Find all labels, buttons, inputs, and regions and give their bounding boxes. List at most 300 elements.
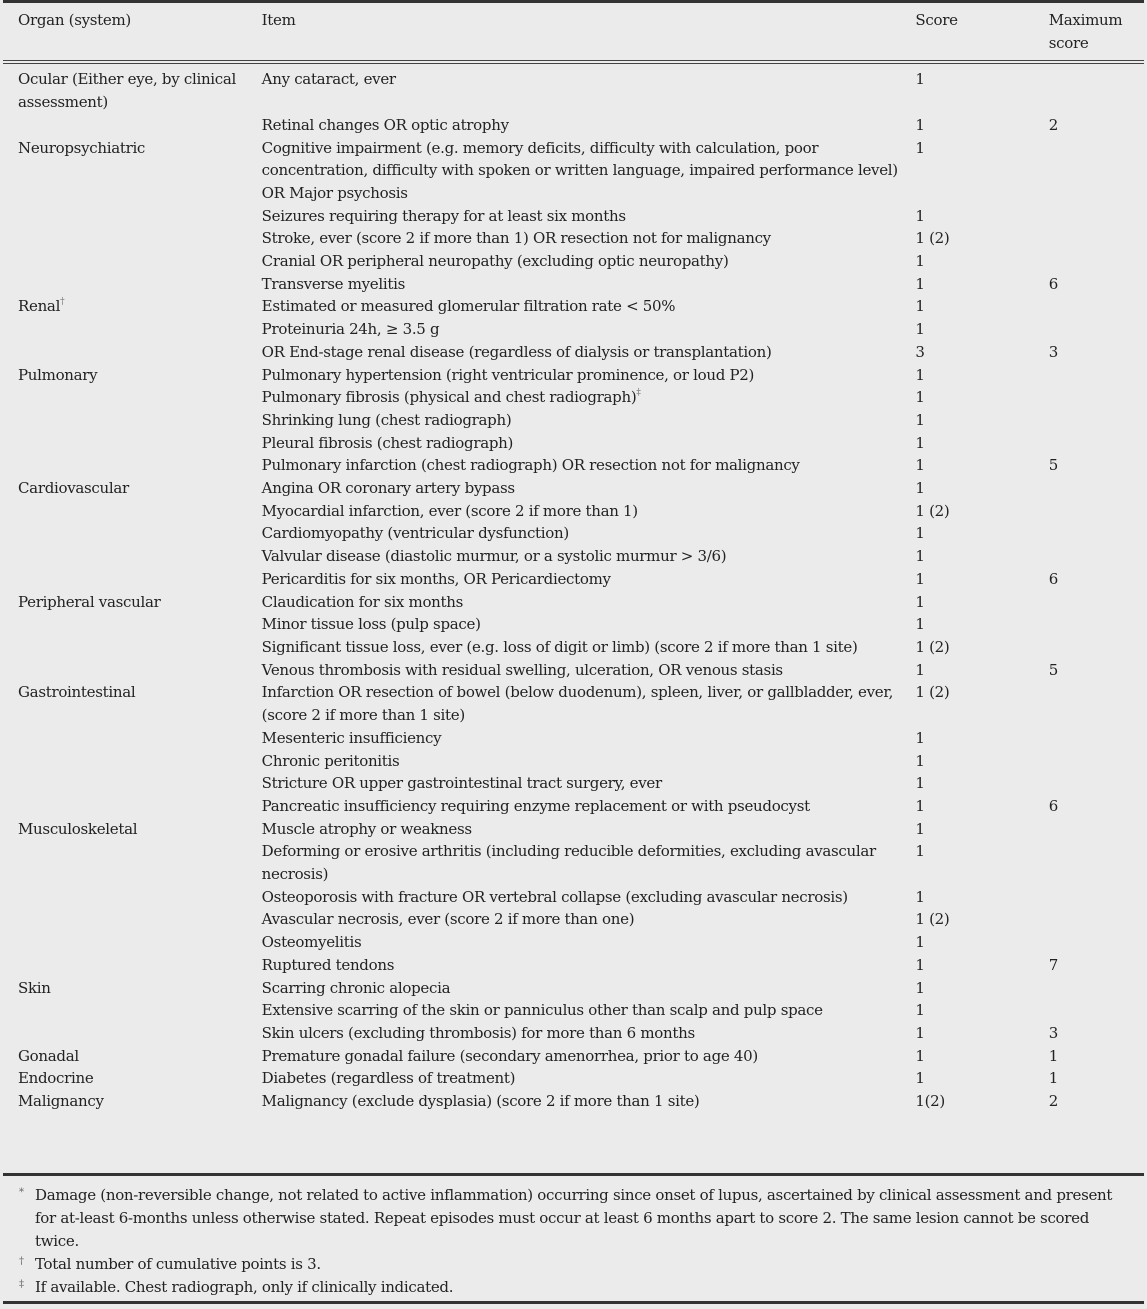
item-cell — [262, 568, 916, 591]
score-cell-text: 1 — [915, 252, 925, 271]
item-cell — [262, 908, 916, 931]
score-cell — [915, 977, 1048, 1000]
organ-cell — [3, 409, 262, 432]
item-cell — [262, 137, 916, 205]
max-score-cell — [1049, 522, 1144, 545]
item-cell-text: Significant tissue loss, ever (e.g. loss of digit or limb) (score 2 if more than 1 site) — [261, 637, 858, 656]
score-cell-text: 1 — [915, 1046, 925, 1065]
score-cell — [915, 954, 1048, 977]
item-cell-text: Pancreatic insufficiency requiring enzyme replacement or with pseudocyst — [261, 796, 810, 815]
footnote — [19, 1184, 1132, 1253]
score-cell-text: 1 — [915, 728, 925, 747]
score-cell — [915, 62, 1048, 113]
table-row — [3, 432, 1144, 455]
item-cell-text: Pulmonary infarction (chest radiograph) OR resection not for malignancy — [261, 456, 800, 475]
item-cell-text: Seizures requiring therapy for at least six months — [261, 206, 626, 225]
table-row — [3, 636, 1144, 659]
organ-cell-text: Endocrine — [18, 1069, 94, 1088]
footnote-mark: † — [19, 1256, 24, 1267]
header-max-score: Maximum score — [1048, 11, 1123, 52]
table-row — [3, 818, 1144, 841]
score-cell — [915, 500, 1048, 523]
score-cell — [915, 432, 1048, 455]
item-cell — [262, 250, 916, 273]
score-cell-text: 1 — [915, 388, 925, 407]
organ-cell — [3, 659, 262, 682]
item-cell — [262, 273, 916, 296]
max-score-cell-text: 2 — [1048, 115, 1058, 134]
item-cell-text: Malignancy (exclude dysplasia) (score 2 if more than 1 site) — [261, 1092, 700, 1111]
score-cell-text: 1 — [915, 751, 925, 770]
score-cell-text: 1 — [915, 365, 925, 384]
organ-cell — [3, 750, 262, 773]
max-score-cell — [1049, 613, 1144, 636]
score-cell-text: 1 — [915, 1069, 925, 1088]
table-row — [3, 545, 1144, 568]
score-cell-text: 1 — [915, 615, 925, 634]
item-cell-text: Shrinking lung (chest radiograph) — [261, 410, 512, 429]
max-score-cell-text: 3 — [1048, 1023, 1058, 1042]
item-cell — [262, 1022, 916, 1045]
score-cell — [915, 522, 1048, 545]
item-cell — [262, 795, 916, 818]
footnotes — [3, 1173, 1144, 1299]
organ-cell — [3, 227, 262, 250]
score-cell — [915, 1067, 1048, 1090]
score-cell-text: 1 — [915, 433, 925, 452]
score-cell-text: 1 — [915, 547, 925, 566]
organ-cell — [3, 137, 262, 205]
score-cell — [915, 250, 1048, 273]
item-cell-text: Any cataract, ever — [261, 70, 396, 89]
item-cell — [262, 1067, 916, 1090]
organ-cell — [3, 1022, 262, 1045]
item-cell — [262, 62, 916, 113]
table-row — [3, 613, 1144, 636]
score-cell-text: 1 — [915, 819, 925, 838]
item-cell — [262, 477, 916, 500]
item-cell-text: Claudication for six months — [261, 592, 464, 611]
score-cell-text: 1 — [915, 592, 925, 611]
score-cell-text: 1 — [915, 933, 925, 952]
score-cell-text: 1 — [915, 887, 925, 906]
max-score-cell — [1049, 295, 1144, 318]
score-cell — [915, 1045, 1048, 1068]
table-row — [3, 500, 1144, 523]
score-cell-text: 1 — [915, 479, 925, 498]
table-row — [3, 727, 1144, 750]
score-cell — [915, 227, 1048, 250]
score-cell — [915, 137, 1048, 205]
table-row — [3, 62, 1144, 113]
organ-cell — [3, 681, 262, 726]
score-cell — [915, 1090, 1048, 1118]
score-cell-text: 1 — [915, 569, 925, 588]
item-cell-text: Minor tissue loss (pulp space) — [261, 615, 481, 634]
max-score-cell — [1049, 205, 1144, 228]
table-row — [3, 522, 1144, 545]
footnote-mark: ‡ — [19, 1279, 24, 1290]
max-score-cell — [1049, 886, 1144, 909]
item-cell — [262, 454, 916, 477]
item-cell — [262, 522, 916, 545]
max-score-cell — [1049, 954, 1144, 977]
item-cell — [262, 681, 916, 726]
table-row — [3, 795, 1144, 818]
table-row — [3, 591, 1144, 614]
score-cell — [915, 295, 1048, 318]
item-cell-text: Angina OR coronary artery bypass — [261, 479, 515, 498]
table-row — [3, 772, 1144, 795]
table-row — [3, 137, 1144, 205]
max-score-cell — [1049, 908, 1144, 931]
item-cell-text: Extensive scarring of the skin or panniculus other than scalp and pulp space — [261, 1001, 823, 1020]
item-cell-text: Transverse myelitis — [261, 274, 406, 293]
score-cell — [915, 795, 1048, 818]
organ-cell — [3, 295, 262, 318]
score-cell-text: 1 — [915, 274, 925, 293]
organ-cell — [3, 908, 262, 931]
item-cell-text: Pleural fibrosis (chest radiograph) — [261, 433, 514, 452]
organ-cell — [3, 250, 262, 273]
max-score-cell — [1049, 681, 1144, 726]
item-cell — [262, 999, 916, 1022]
table-row — [3, 227, 1144, 250]
organ-cell-text: Gastrointestinal — [18, 683, 136, 702]
item-cell-text: Estimated or measured glomerular filtration rate < 50% — [261, 297, 676, 316]
item-cell — [262, 1090, 916, 1118]
table-row — [3, 454, 1144, 477]
item-cell — [262, 1045, 916, 1068]
max-score-cell-text: 5 — [1048, 456, 1058, 475]
max-score-cell — [1049, 114, 1144, 137]
organ-cell-text: Renal — [18, 297, 61, 316]
max-score-cell — [1049, 840, 1144, 885]
table-row — [3, 409, 1144, 432]
item-cell-text: Pericarditis for six months, OR Pericardiectomy — [261, 569, 611, 588]
organ-cell — [3, 522, 262, 545]
score-cell — [915, 409, 1048, 432]
organ-cell — [3, 205, 262, 228]
score-cell-text: 1 — [915, 297, 925, 316]
max-score-cell — [1049, 1090, 1144, 1118]
table-row — [3, 1090, 1144, 1118]
organ-cell-text: Skin — [18, 978, 51, 997]
score-cell — [915, 114, 1048, 137]
scoring-table — [3, 3, 1144, 1118]
max-score-cell — [1049, 999, 1144, 1022]
header-score: Score — [915, 11, 958, 29]
score-cell — [915, 341, 1048, 364]
organ-cell — [3, 500, 262, 523]
table-row — [3, 364, 1144, 387]
organ-cell — [3, 636, 262, 659]
score-cell — [915, 386, 1048, 409]
item-cell-text: Scarring chronic alopecia — [261, 978, 451, 997]
item-cell-text: OR End-stage renal disease (regardless of dialysis or transplantation) — [261, 342, 772, 361]
item-cell — [262, 545, 916, 568]
score-cell-text: 1 — [915, 842, 925, 861]
item-cell — [262, 591, 916, 614]
score-cell — [915, 477, 1048, 500]
table-row — [3, 908, 1144, 931]
organ-cell — [3, 840, 262, 885]
organ-cell — [3, 477, 262, 500]
score-cell-text: 1 — [915, 410, 925, 429]
item-cell — [262, 772, 916, 795]
max-score-cell — [1049, 273, 1144, 296]
footnote-mark: † — [60, 297, 65, 308]
max-score-cell — [1049, 318, 1144, 341]
organ-cell — [3, 999, 262, 1022]
item-cell — [262, 840, 916, 885]
organ-cell — [3, 1045, 262, 1068]
score-cell-text: 1 — [915, 138, 925, 157]
organ-cell — [3, 318, 262, 341]
score-cell-text: 3 — [915, 342, 925, 361]
item-cell-text: Chronic peritonitis — [261, 751, 400, 770]
max-score-cell-text: 3 — [1048, 342, 1058, 361]
organ-cell — [3, 568, 262, 591]
organ-cell-text: Gonadal — [18, 1046, 79, 1065]
max-score-cell-text: 2 — [1048, 1092, 1058, 1111]
bottom-rule — [3, 1301, 1144, 1304]
table-row — [3, 568, 1144, 591]
score-cell — [915, 908, 1048, 931]
max-score-cell — [1049, 62, 1144, 113]
max-score-cell-text: 1 — [1048, 1046, 1058, 1065]
table-row — [3, 1045, 1144, 1068]
score-cell-text: 1 — [915, 70, 925, 89]
max-score-cell — [1049, 750, 1144, 773]
score-cell — [915, 364, 1048, 387]
organ-cell — [3, 795, 262, 818]
max-score-cell-text: 6 — [1048, 796, 1058, 815]
score-cell-text: 1 (2) — [915, 683, 950, 702]
organ-cell — [3, 591, 262, 614]
item-cell — [262, 977, 916, 1000]
item-cell — [262, 750, 916, 773]
max-score-cell — [1049, 386, 1144, 409]
item-cell-text: Pulmonary hypertension (right ventricular prominence, or loud P2) — [261, 365, 755, 384]
table-row — [3, 954, 1144, 977]
score-cell-text: 1 (2) — [915, 501, 950, 520]
item-cell-text: Venous thrombosis with residual swelling, ulceration, OR venous stasis — [261, 660, 783, 679]
item-cell — [262, 613, 916, 636]
header-organ: Organ (system) — [18, 11, 131, 29]
item-cell-text: Cognitive impairment (e.g. memory deficits, difficulty with calculation, poor concentration, difficulty with spoken or written language, impaired performance level) OR Major psychosis — [261, 138, 898, 202]
score-cell — [915, 772, 1048, 795]
table-row — [3, 886, 1144, 909]
footnote-mark: ‡ — [636, 388, 641, 399]
max-score-cell — [1049, 659, 1144, 682]
max-score-cell — [1049, 477, 1144, 500]
organ-cell — [3, 931, 262, 954]
table-row — [3, 205, 1144, 228]
table-row — [3, 386, 1144, 409]
max-score-cell — [1049, 227, 1144, 250]
score-cell — [915, 999, 1048, 1022]
max-score-cell — [1049, 977, 1144, 1000]
max-score-cell-text: 6 — [1048, 274, 1058, 293]
max-score-cell-text: 7 — [1048, 955, 1058, 974]
item-cell-text: Stricture OR upper gastrointestinal tract surgery, ever — [261, 774, 662, 793]
max-score-cell — [1049, 636, 1144, 659]
item-cell-text: Valvular disease (diastolic murmur, or a systolic murmur > 3/6) — [261, 547, 727, 566]
score-cell — [915, 1022, 1048, 1045]
max-score-cell — [1049, 137, 1144, 205]
score-cell-text: 1 — [915, 1001, 925, 1020]
score-cell — [915, 840, 1048, 885]
score-cell-text: 1 — [915, 524, 925, 543]
table-row — [3, 341, 1144, 364]
organ-cell — [3, 386, 262, 409]
table-row — [3, 114, 1144, 137]
table-row — [3, 318, 1144, 341]
item-cell-text: Cardiomyopathy (ventricular dysfunction) — [261, 524, 569, 543]
item-cell — [262, 318, 916, 341]
item-cell-text: Avascular necrosis, ever (score 2 if more than one) — [261, 910, 635, 929]
organ-cell — [3, 1067, 262, 1090]
score-cell-text: 1 — [915, 796, 925, 815]
organ-cell — [3, 364, 262, 387]
organ-cell-text: Malignancy — [18, 1092, 104, 1111]
table-row — [3, 977, 1144, 1000]
footnote-text: If available. Chest radiograph, only if clinically indicated. — [35, 1278, 454, 1296]
item-cell — [262, 205, 916, 228]
item-cell — [262, 659, 916, 682]
score-cell — [915, 273, 1048, 296]
item-cell — [262, 432, 916, 455]
organ-cell-text: Pulmonary — [18, 365, 98, 384]
table-row — [3, 295, 1144, 318]
organ-cell — [3, 977, 262, 1000]
item-cell-text: Retinal changes OR optic atrophy — [261, 115, 509, 134]
score-cell — [915, 205, 1048, 228]
score-cell-text: 1 — [915, 955, 925, 974]
organ-cell-text: Musculoskeletal — [18, 819, 138, 838]
organ-cell — [3, 432, 262, 455]
score-cell — [915, 568, 1048, 591]
organ-cell-text: Ocular (Either eye, by clinical assessment) — [18, 70, 237, 112]
table-row — [3, 999, 1144, 1022]
max-score-cell — [1049, 1067, 1144, 1090]
max-score-cell — [1049, 250, 1144, 273]
organ-cell — [3, 545, 262, 568]
score-cell — [915, 636, 1048, 659]
score-cell-text: 1 — [915, 206, 925, 225]
item-cell-text: Stroke, ever (score 2 if more than 1) OR resection not for malignancy — [261, 229, 771, 248]
max-score-cell-text: 6 — [1048, 569, 1058, 588]
max-score-cell — [1049, 795, 1144, 818]
header-row — [3, 3, 1144, 62]
max-score-cell — [1049, 432, 1144, 455]
score-cell — [915, 750, 1048, 773]
score-cell-text: 1 — [915, 115, 925, 134]
score-cell — [915, 318, 1048, 341]
table-row — [3, 659, 1144, 682]
organ-cell — [3, 114, 262, 137]
score-cell — [915, 818, 1048, 841]
score-cell-text: 1 — [915, 320, 925, 339]
score-cell — [915, 454, 1048, 477]
item-cell — [262, 364, 916, 387]
item-cell-text: Mesenteric insufficiency — [261, 728, 442, 747]
item-cell — [262, 409, 916, 432]
max-score-cell — [1049, 1022, 1144, 1045]
footnote — [19, 1253, 1132, 1276]
item-cell — [262, 341, 916, 364]
organ-cell-text: Peripheral vascular — [18, 592, 161, 611]
item-cell — [262, 295, 916, 318]
header-item: Item — [261, 11, 296, 29]
max-score-cell — [1049, 545, 1144, 568]
max-score-cell — [1049, 772, 1144, 795]
footnote-text: Total number of cumulative points is 3. — [35, 1255, 321, 1273]
score-cell — [915, 681, 1048, 726]
score-cell-text: 1 (2) — [915, 910, 950, 929]
item-cell-text: Proteinuria 24h, ≥ 3.5 g — [261, 320, 440, 339]
max-score-cell — [1049, 818, 1144, 841]
max-score-cell — [1049, 931, 1144, 954]
score-cell-text: 1 (2) — [915, 637, 950, 656]
item-cell-text: Pulmonary fibrosis (physical and chest radiograph) — [261, 388, 637, 407]
item-cell — [262, 114, 916, 137]
score-cell-text: 1(2) — [915, 1092, 945, 1111]
score-cell — [915, 931, 1048, 954]
item-cell — [262, 818, 916, 841]
item-cell — [262, 931, 916, 954]
organ-cell-text: Neuropsychiatric — [18, 138, 146, 157]
organ-cell — [3, 886, 262, 909]
table-row — [3, 273, 1144, 296]
item-cell-text: Osteomyelitis — [261, 933, 362, 952]
organ-cell — [3, 772, 262, 795]
item-cell — [262, 886, 916, 909]
item-cell-text: Infarction OR resection of bowel (below duodenum), spleen, liver, or gallbladder, ever, (score 2 if more than 1 site) — [261, 683, 894, 725]
table-row — [3, 681, 1144, 726]
footnote — [19, 1276, 1132, 1299]
max-score-cell — [1049, 409, 1144, 432]
score-cell — [915, 545, 1048, 568]
table-row — [3, 250, 1144, 273]
item-cell-text: Cranial OR peripheral neuropathy (excluding optic neuropathy) — [261, 252, 729, 271]
item-cell-text: Osteoporosis with fracture OR vertebral collapse (excluding avascular necrosis) — [261, 887, 848, 906]
max-score-cell — [1049, 364, 1144, 387]
organ-cell — [3, 727, 262, 750]
max-score-cell — [1049, 1045, 1144, 1068]
item-cell-text: Skin ulcers (excluding thrombosis) for more than 6 months — [261, 1023, 695, 1042]
item-cell-text: Myocardial infarction, ever (score 2 if more than 1) — [261, 501, 638, 520]
item-cell — [262, 386, 916, 409]
organ-cell — [3, 613, 262, 636]
item-cell-text: Diabetes (regardless of treatment) — [261, 1069, 516, 1088]
score-cell — [915, 591, 1048, 614]
score-cell — [915, 727, 1048, 750]
score-cell-text: 1 — [915, 978, 925, 997]
item-cell-text: Premature gonadal failure (secondary amenorrhea, prior to age 40) — [261, 1046, 758, 1065]
max-score-cell-text: 1 — [1048, 1069, 1058, 1088]
organ-cell — [3, 273, 262, 296]
score-cell-text: 1 — [915, 774, 925, 793]
table-row — [3, 1022, 1144, 1045]
item-cell — [262, 636, 916, 659]
footnote-mark: * — [19, 1187, 24, 1198]
score-cell — [915, 886, 1048, 909]
table-row — [3, 840, 1144, 885]
score-cell — [915, 659, 1048, 682]
item-cell — [262, 227, 916, 250]
